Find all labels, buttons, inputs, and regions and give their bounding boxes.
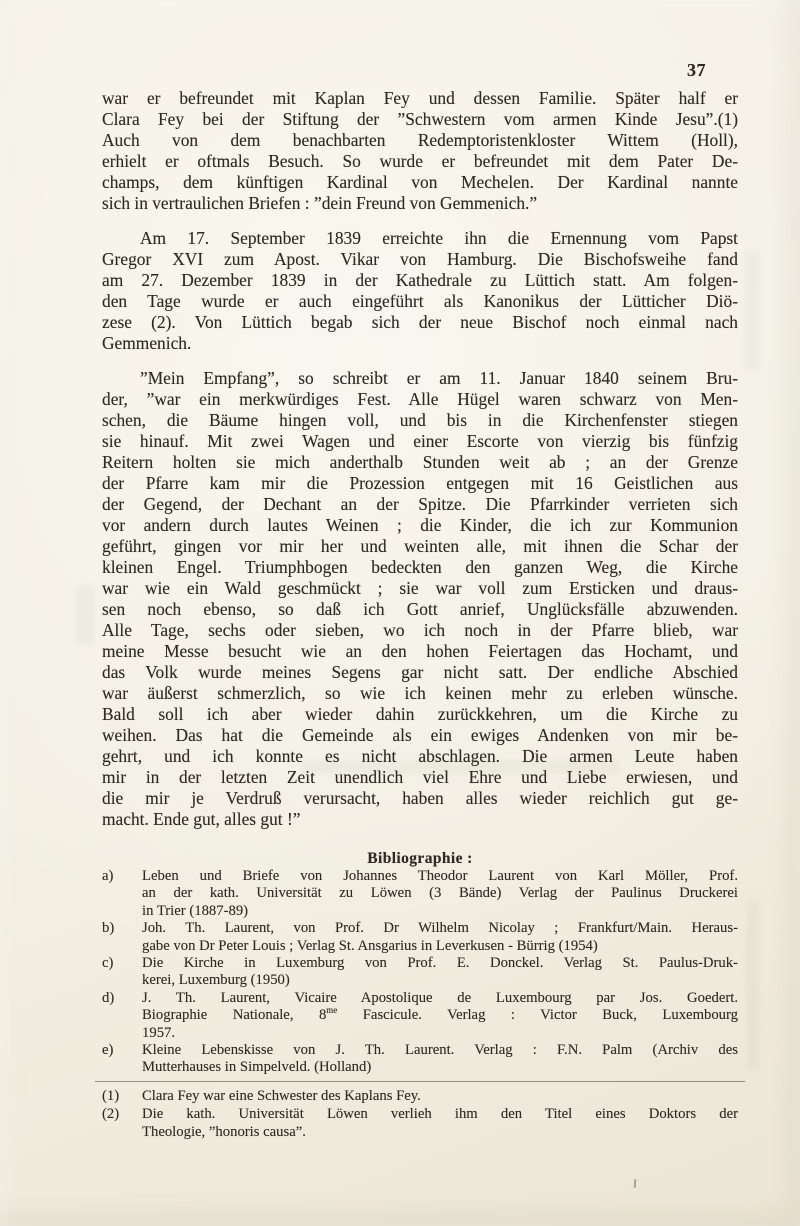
text-line: Clara Fey bei der Stiftung der ”Schwestern vom armen Kinde Jesu”.(1) — [102, 109, 738, 129]
text-line: kleinen Engel. Triumphbogen bedeckten den ganzen Weg, die Kirche — [102, 557, 738, 577]
bibliography-item-text — [142, 920, 738, 955]
bibliography-item-text — [142, 1042, 738, 1077]
text-line: sie hinauf. Mit zwei Wagen und einer Escorte von vierzig bis fünfzig — [102, 431, 738, 451]
text-line: Leben und Briefe von Johannes Theodor Laurent von Karl Möller, Prof. — [142, 868, 738, 884]
text-line: Bald soll ich aber wieder dahin zurückkehren, um die Kirche zu — [102, 704, 738, 724]
text-line: Clara Fey war eine Schwester des Kaplans Fey. — [142, 1087, 421, 1104]
bibliography-item-label: d) — [102, 989, 115, 1006]
ink-speck — [634, 1179, 637, 1188]
text-line: kerei, Luxemburg (1950) — [142, 972, 290, 989]
text-line: Auch von dem benachbarten Redemptoristenkloster Wittem (Holl), — [102, 130, 738, 150]
footnote-separator — [95, 1081, 745, 1082]
text-line: Kleine Lebenskisse von J. Th. Laurent. Verlag : F.N. Palm (Archiv des — [142, 1042, 738, 1059]
bibliography-item — [102, 920, 738, 955]
text-line: weihen. Das hat die Gemeinde als ein ewiges Andenken von mir be- — [102, 725, 738, 745]
bibliography-item-label: a) — [102, 868, 114, 884]
text-line: ”Mein Empfang”, so schreibt er am 11. Januar 1840 seinem Bru- — [140, 368, 738, 388]
text-line: schen, die Bäume hingen voll, und bis in die Kirchenfenster stiegen — [102, 410, 738, 430]
bleed-through-smudge — [746, 900, 760, 1070]
text-line: J. Th. Laurent, Vicaire Apostolique de Luxembourg par Jos. Goedert. — [142, 989, 738, 1006]
text-line: Am 17. September 1839 erreichte ihn die Ernennung vom Papst — [140, 228, 738, 248]
bleed-through-smudge — [76, 585, 94, 645]
text-line: an der kath. Universität zu Löwen (3 Bände) Verlag der Paulinus Druckerei — [142, 885, 738, 902]
text-line: der Gegend, der Dechant an der Spitze. Die Pfarrkinder verrieten sich — [102, 494, 738, 514]
bibliography-item — [102, 990, 738, 1042]
text-line: 1957. — [142, 1024, 176, 1041]
text-line: Biographie Nationale, $8^{me}$ Fascicule. Verlag : Victor Buck, Luxembourg — [142, 1005, 738, 1024]
bibliography-item-label: b) — [102, 920, 115, 937]
bibliography-item-text — [142, 955, 738, 990]
text-line: sen noch ebenso, so daß ich Gott anrief, Unglücksfälle abzuwenden. — [102, 599, 738, 619]
text-line: Alle Tage, sechs oder sieben, wo ich noch in der Pfarre blieb, war — [102, 620, 738, 640]
superscript: me — [326, 1005, 338, 1016]
text-line: war wie ein Wald geschmückt ; sie war voll zum Ersticken und draus- — [102, 578, 738, 598]
text-line: Gemmenich. — [102, 333, 192, 353]
text-line: Gregor XVI zum Apost. Vikar von Hamburg. Die Bischofsweihe fand — [102, 249, 738, 269]
text-line: den Tage wurde er auch eingeführt als Kanonikus der Lütticher Diö- — [102, 291, 738, 311]
text-line: Joh. Th. Laurent, von Prof. Dr Wilhelm Nicolay ; Frankfurt/Main. Heraus- — [142, 920, 738, 937]
footnote — [102, 1105, 738, 1141]
bibliography-item-label: c) — [102, 955, 114, 972]
text-line: zese (2). Von Lüttich begab sich der neue Bischof noch einmal nach — [102, 312, 738, 332]
body-paragraph — [102, 228, 738, 354]
text-line: der Pfarre kam mir die Prozession entgegen mit 16 Geistlichen aus — [102, 473, 738, 493]
text-line: Theologie, ”honoris causa”. — [142, 1123, 306, 1140]
bibliography-item-label: e) — [102, 1042, 114, 1059]
text-line: Mutterhauses in Simpelveld. (Holland) — [142, 1059, 372, 1076]
bleed-through-smudge — [744, 250, 760, 370]
footnotes-list — [102, 1087, 738, 1141]
text-line: Reitern holten sie mich anderthalb Stunden weit ab ; an der Grenze — [102, 452, 738, 472]
bibliography-heading: Bibliographie : — [367, 850, 473, 867]
text-line: Die Kirche in Luxemburg von Prof. E. Donckel. Verlag St. Paulus-Druk- — [142, 955, 738, 972]
bibliography-list — [102, 868, 738, 1077]
text-line: sich in vertraulichen Briefen : ”dein Freund von Gemmenich.” — [102, 193, 538, 213]
text-line: gehrt, und ich konnte es nicht abschlagen. Die armen Leute haben — [102, 746, 738, 766]
bibliography-item-text — [142, 990, 738, 1042]
text-line: meine Messe besucht wie an den hohen Feiertagen das Hochamt, und — [102, 641, 738, 661]
footnote-label: (1) — [102, 1087, 120, 1104]
text-line: geführt, gingen vor mir her und weinten alle, mit ihnen die Schar der — [102, 536, 738, 556]
text-line: Die kath. Universität Löwen verlieh ihm den Titel eines Doktors der — [142, 1105, 738, 1122]
text-line: vor andern durch lautes Weinen ; die Kinder, die ich zur Kommunion — [102, 515, 738, 535]
text-line: der, ”war ein merkwürdiges Fest. Alle Hügel waren schwarz von Men- — [102, 389, 738, 409]
bibliography-item — [102, 868, 738, 920]
text-line: am 27. Dezember 1839 in der Kathedrale zu Lüttich statt. Am folgen- — [102, 270, 738, 290]
page-number: 37 — [687, 60, 706, 80]
text-line: in Trier (1887-89) — [142, 902, 249, 919]
body-paragraph — [102, 88, 738, 214]
text-line: war äußerst schmerzlich, so wie ich keinen mehr zu erleben wünsche. — [102, 683, 738, 703]
body-paragraphs — [102, 88, 738, 830]
text-line: mir in der letzten Zeit unendlich viel Ehre und Liebe erwiesen, und — [102, 767, 738, 787]
text-line: war er befreundet mit Kaplan Fey und dessen Familie. Später half er — [102, 88, 738, 108]
footnote-label: (2) — [102, 1105, 120, 1122]
bibliography-item — [102, 955, 738, 990]
footnote-text — [142, 1087, 738, 1105]
footnote-text — [142, 1105, 738, 1141]
page-body — [102, 88, 738, 1141]
text-line: gabe von Dr Peter Louis ; Verlag St. Ansgarius in Leverkusen - Bürrig (1954) — [142, 937, 598, 954]
footnote — [102, 1087, 738, 1105]
text-line: das Volk wurde meines Segens gar nicht satt. Der endliche Abschied — [102, 662, 738, 682]
bibliography-item — [102, 1042, 738, 1077]
body-paragraph — [102, 368, 738, 830]
bibliography-item-text — [142, 868, 738, 920]
text-line: champs, dem künftigen Kardinal von Mechelen. Der Kardinal nannte — [102, 172, 738, 192]
text-line: die mir je Verdruß verursacht, haben alles wieder reichlich gut ge- — [102, 788, 738, 808]
text-line: macht. Ende gut, alles gut !” — [102, 809, 301, 829]
text-line: erhielt er oftmals Besuch. So wurde er befreundet mit dem Pater De- — [102, 151, 738, 171]
